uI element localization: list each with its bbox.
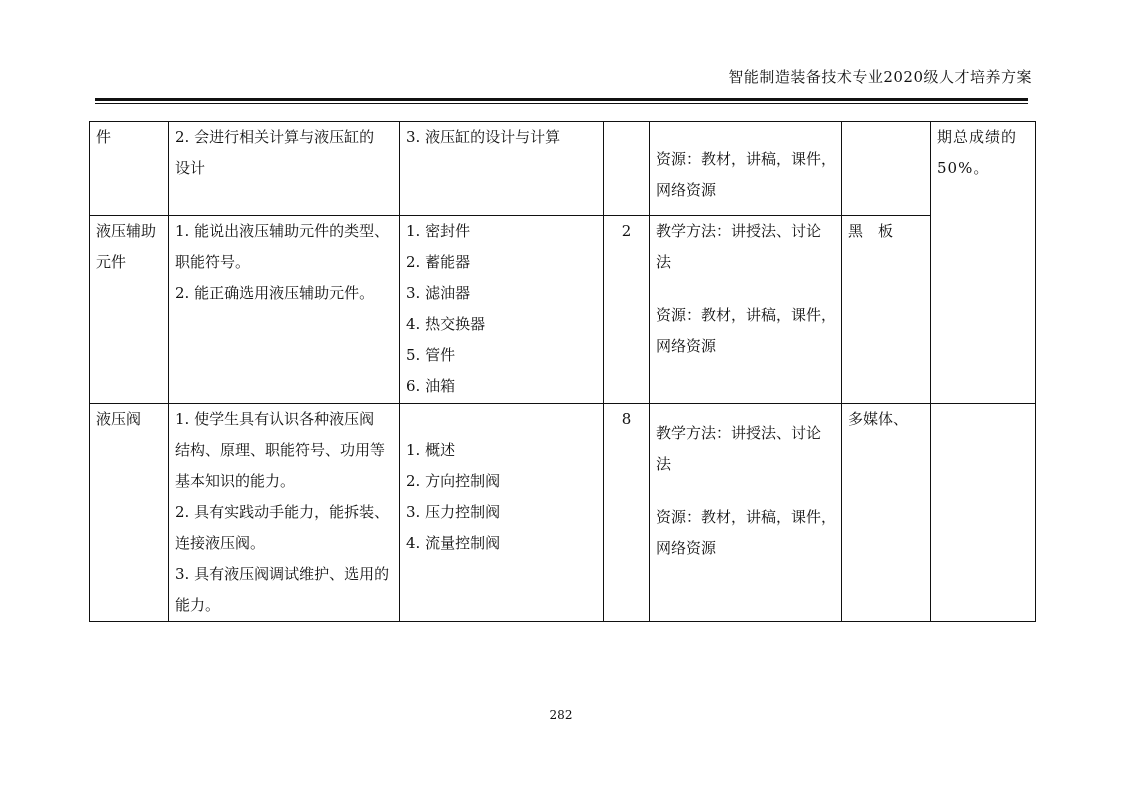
module-name-cell: 液压阀 <box>90 404 169 622</box>
course-content-table <box>89 121 1036 622</box>
method-resource-cell: 资源：教材，讲稿，课件， 网络资源 <box>650 122 842 216</box>
teaching-tools-cell: 多媒体、 <box>842 404 931 622</box>
ability-goal-cell: 2. 会进行相关计算与液压缸的 设计 <box>169 122 400 216</box>
method-resource-cell: 教学方法：讲授法、讨论 法 资源：教材，讲稿，课件， 网络资源 <box>650 216 842 404</box>
teaching-tools-cell <box>842 122 931 216</box>
hours-cell: 8 <box>604 404 650 622</box>
hours-cell: 2 <box>604 216 650 404</box>
assessment-cell: 期总成绩的 50%。 <box>931 122 1036 404</box>
document-header-title: 智能制造装备技术专业2020级人才培养方案 <box>728 68 1032 86</box>
assessment-cell <box>931 404 1036 622</box>
page-number: 282 <box>549 708 573 722</box>
ability-goal-cell: 1. 使学生具有认识各种液压阀 结构、原理、职能符号、功用等 基本知识的能力。 2. 具有实践动手能力，能拆装、 连接液压阀。 3. 具有液压阀调试维护、选用的 能力。 <box>169 404 400 622</box>
header-rule-thin <box>95 103 1028 104</box>
content-cell: 1. 密封件 2. 蓄能器 3. 滤油器 4. 热交换器 5. 管件 6. 油箱 <box>400 216 604 404</box>
table-row <box>90 404 1036 622</box>
content-cell: 1. 概述 2. 方向控制阀 3. 压力控制阀 4. 流量控制阀 <box>400 404 604 622</box>
header-rule-thick <box>95 98 1028 101</box>
teaching-tools-cell: 黑 板 <box>842 216 931 404</box>
content-cell: 3. 液压缸的设计与计算 <box>400 122 604 216</box>
module-name-cell: 件 <box>90 122 169 216</box>
method-resource-cell: 教学方法：讲授法、讨论 法 资源：教材，讲稿，课件， 网络资源 <box>650 404 842 622</box>
module-name-cell: 液压辅助 元件 <box>90 216 169 404</box>
hours-cell <box>604 122 650 216</box>
table-row <box>90 216 1036 404</box>
ability-goal-cell: 1. 能说出液压辅助元件的类型、 职能符号。 2. 能正确选用液压辅助元件。 <box>169 216 400 404</box>
table-row <box>90 122 1036 216</box>
